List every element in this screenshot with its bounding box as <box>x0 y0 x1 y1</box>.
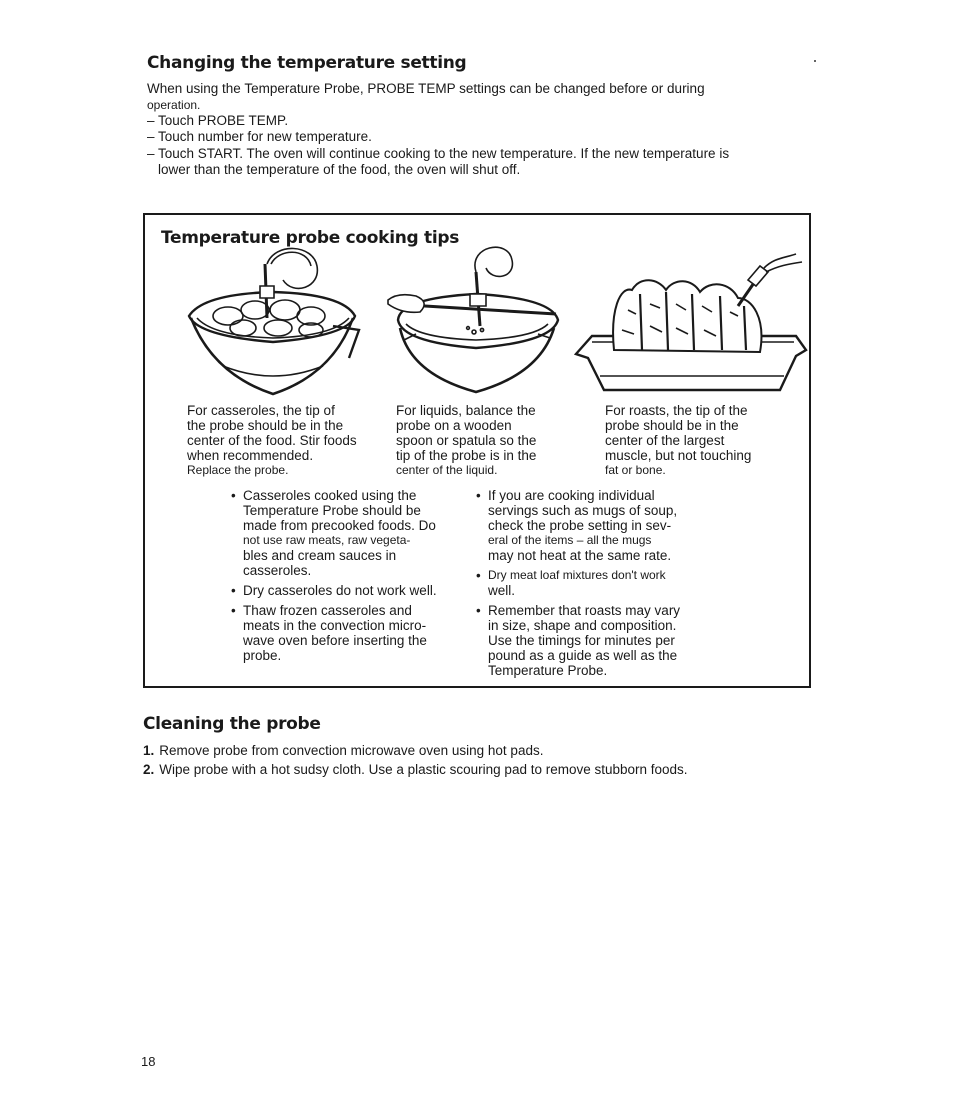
page-number: 18 <box>141 1054 156 1069</box>
cleaning-step: 1. Remove probe from convection microwave oven using hot pads. <box>143 743 544 758</box>
tips-box-title: Temperature probe cooking tips <box>161 228 460 248</box>
roast-caption: For roasts, the tip of the probe should be in the center of the largest muscle, but not touching fat or bone. <box>605 403 752 477</box>
casserole-bowl-probe-illustration <box>183 246 363 398</box>
list-item: • Thaw frozen casseroles and meats in the convection micro- wave oven before inserting the probe. <box>231 603 437 663</box>
section-title-changing-temperature: Changing the temperature setting <box>147 53 467 73</box>
casserole-caption: For casseroles, the tip of the probe should be in the center of the food. Stir foods when recommended. Replace the probe. <box>187 403 357 477</box>
tips-bullets-left <box>231 488 437 668</box>
liquid-caption: For liquids, balance the probe on a wooden spoon or spatula so the tip of the probe is in the center of the liquid. <box>396 403 537 477</box>
list-item: • Dry casseroles do not work well. <box>231 583 437 598</box>
step-line: lower than the temperature of the food, the oven will shut off. <box>158 162 521 177</box>
section-title-cleaning-probe: Cleaning the probe <box>143 714 321 734</box>
liquid-bowl-probe-illustration <box>380 242 570 400</box>
intro-line: operation. <box>147 98 201 112</box>
list-item: • Remember that roasts may vary in size, shape and composition. Use the timings for minutes per pound as a guide as well as the Temperature Probe. <box>476 603 680 678</box>
list-item: • Dry meat loaf mixtures don't work well. <box>476 568 680 598</box>
tips-bullets-right <box>476 488 680 683</box>
list-item: • Casseroles cooked using the Temperature Probe should be made from precooked foods. Do not use raw meats, raw vegeta- bles and cream sauces in casseroles. <box>231 488 437 578</box>
step-line: – Touch number for new temperature. <box>147 129 372 144</box>
intro-line: When using the Temperature Probe, PROBE TEMP settings can be changed before or during <box>147 81 705 96</box>
print-speck <box>814 60 816 62</box>
cleaning-step: 2. Wipe probe with a hot sudsy cloth. Use a plastic scouring pad to remove stubborn foods. <box>143 762 688 777</box>
step-line: – Touch START. The oven will continue cooking to the new temperature. If the new temperature is <box>147 146 730 161</box>
step-line: – Touch PROBE TEMP. <box>147 113 289 128</box>
roast-pan-probe-illustration <box>570 250 810 400</box>
list-item: • If you are cooking individual servings such as mugs of soup, check the probe setting in sev- eral of the items – all the mugs may not heat at the same rate. <box>476 488 680 563</box>
